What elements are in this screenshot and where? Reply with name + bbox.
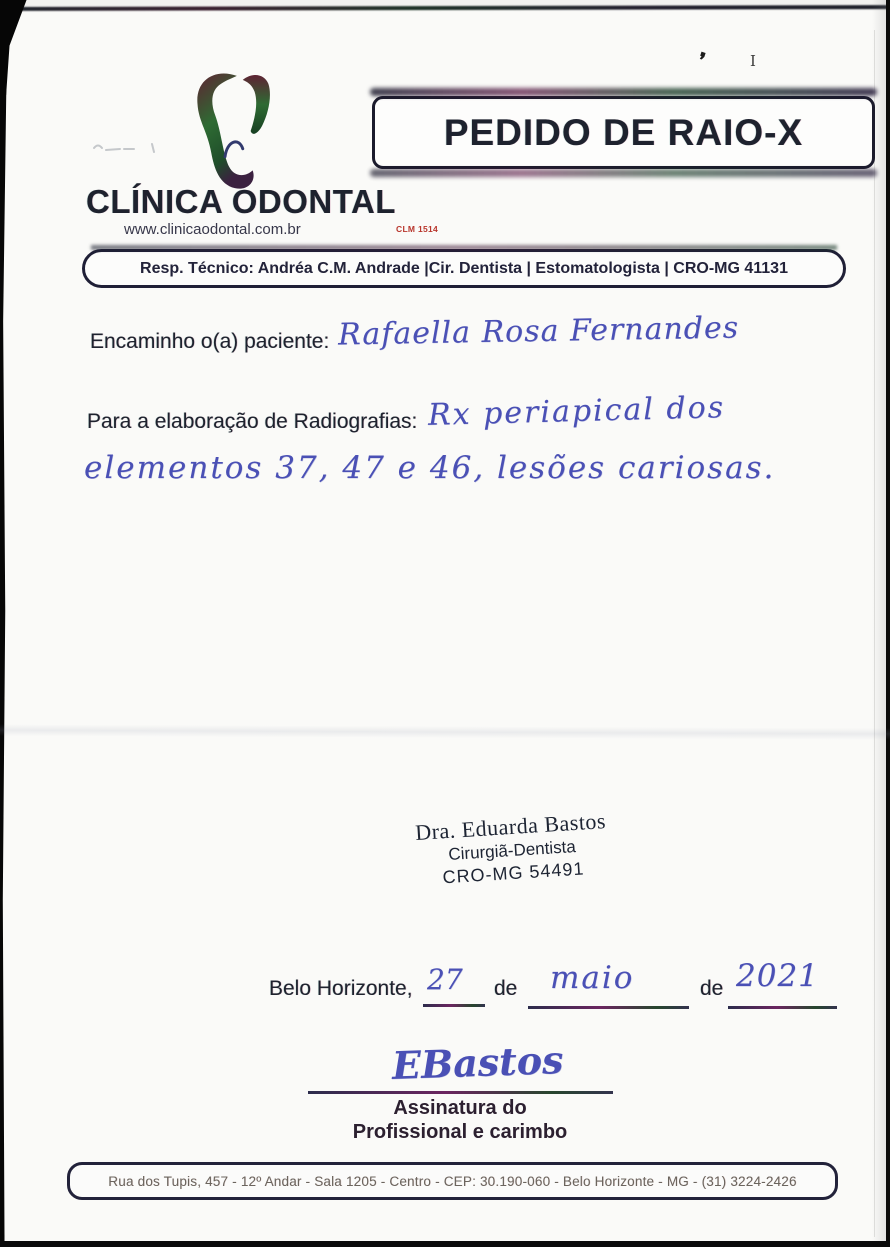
stamp-doctor-title: Cirurgiã-Dentista (447, 837, 577, 864)
clm-code: CLM 1514 (396, 224, 439, 234)
footer-address-box (67, 1162, 838, 1200)
scan-right-edge (886, 0, 890, 1247)
footer-address: Rua dos Tupis, 457 - 12º Andar - Sala 1205 - Centro - CEP: 30.190-060 - Belo Horizonte - MG - (31) 3224-2426 (108, 1173, 797, 1189)
scan-left-edge (0, 90, 7, 1247)
ink-mark: ❜ (694, 49, 708, 73)
request-title-box (372, 96, 875, 169)
radiography-label: Para a elaboração de Radiografias: (87, 410, 418, 433)
clinic-website: www.clinicaodontal.com.br (124, 221, 301, 238)
clinic-name: CLÍNICA ODONTAL (86, 183, 396, 220)
month-fill-line (528, 1006, 689, 1009)
ink-mark: I (750, 52, 756, 70)
signature-caption-line2: Profissional e carimbo (352, 1121, 568, 1143)
stamp-doctor-name: Dra. Eduarda Bastos (414, 808, 607, 846)
radiography-handwriting-line1: Rx periapical dos (427, 390, 726, 433)
scan-right-line (874, 30, 875, 1237)
de-label-1: de (494, 977, 518, 1000)
responsible-line: Resp. Técnico: Andréa C.M. Andrade |Cir. Dentista | Estomatologista | CRO-MG 41131 (140, 259, 788, 277)
month-handwriting: maio (550, 960, 635, 996)
paper-top-edge (18, 5, 890, 11)
doctor-stamp (350, 804, 674, 894)
day-fill-line (423, 1004, 485, 1007)
responsible-box (82, 249, 846, 288)
request-title: PEDIDO DE RAIO-X (443, 111, 804, 153)
de-label-2: de (700, 977, 724, 1000)
tooth-logo-icon (152, 70, 302, 198)
signature-caption (290, 1096, 630, 1144)
signature-caption-line1: Assinatura do (393, 1097, 527, 1119)
signature-line (308, 1091, 613, 1094)
stamp-doctor-cro: CRO-MG 54491 (441, 858, 586, 888)
scan-bottom-edge (0, 1241, 890, 1247)
day-handwriting: 27 (427, 963, 463, 996)
city-label: Belo Horizonte, (269, 977, 413, 1000)
signature-autograph: EBastos (391, 1037, 565, 1088)
patient-label: Encaminho o(a) paciente: (90, 330, 330, 353)
year-fill-line (728, 1006, 837, 1009)
paper-crease (0, 724, 890, 740)
radiography-handwriting-line2: elementos 37, 47 e 46, lesões cariosas. (84, 450, 776, 486)
year-handwriting: 2021 (736, 958, 819, 994)
scan-corner-shadow (0, 0, 34, 95)
patient-name-handwriting: Rafaella Rosa Fernandes (337, 310, 740, 353)
